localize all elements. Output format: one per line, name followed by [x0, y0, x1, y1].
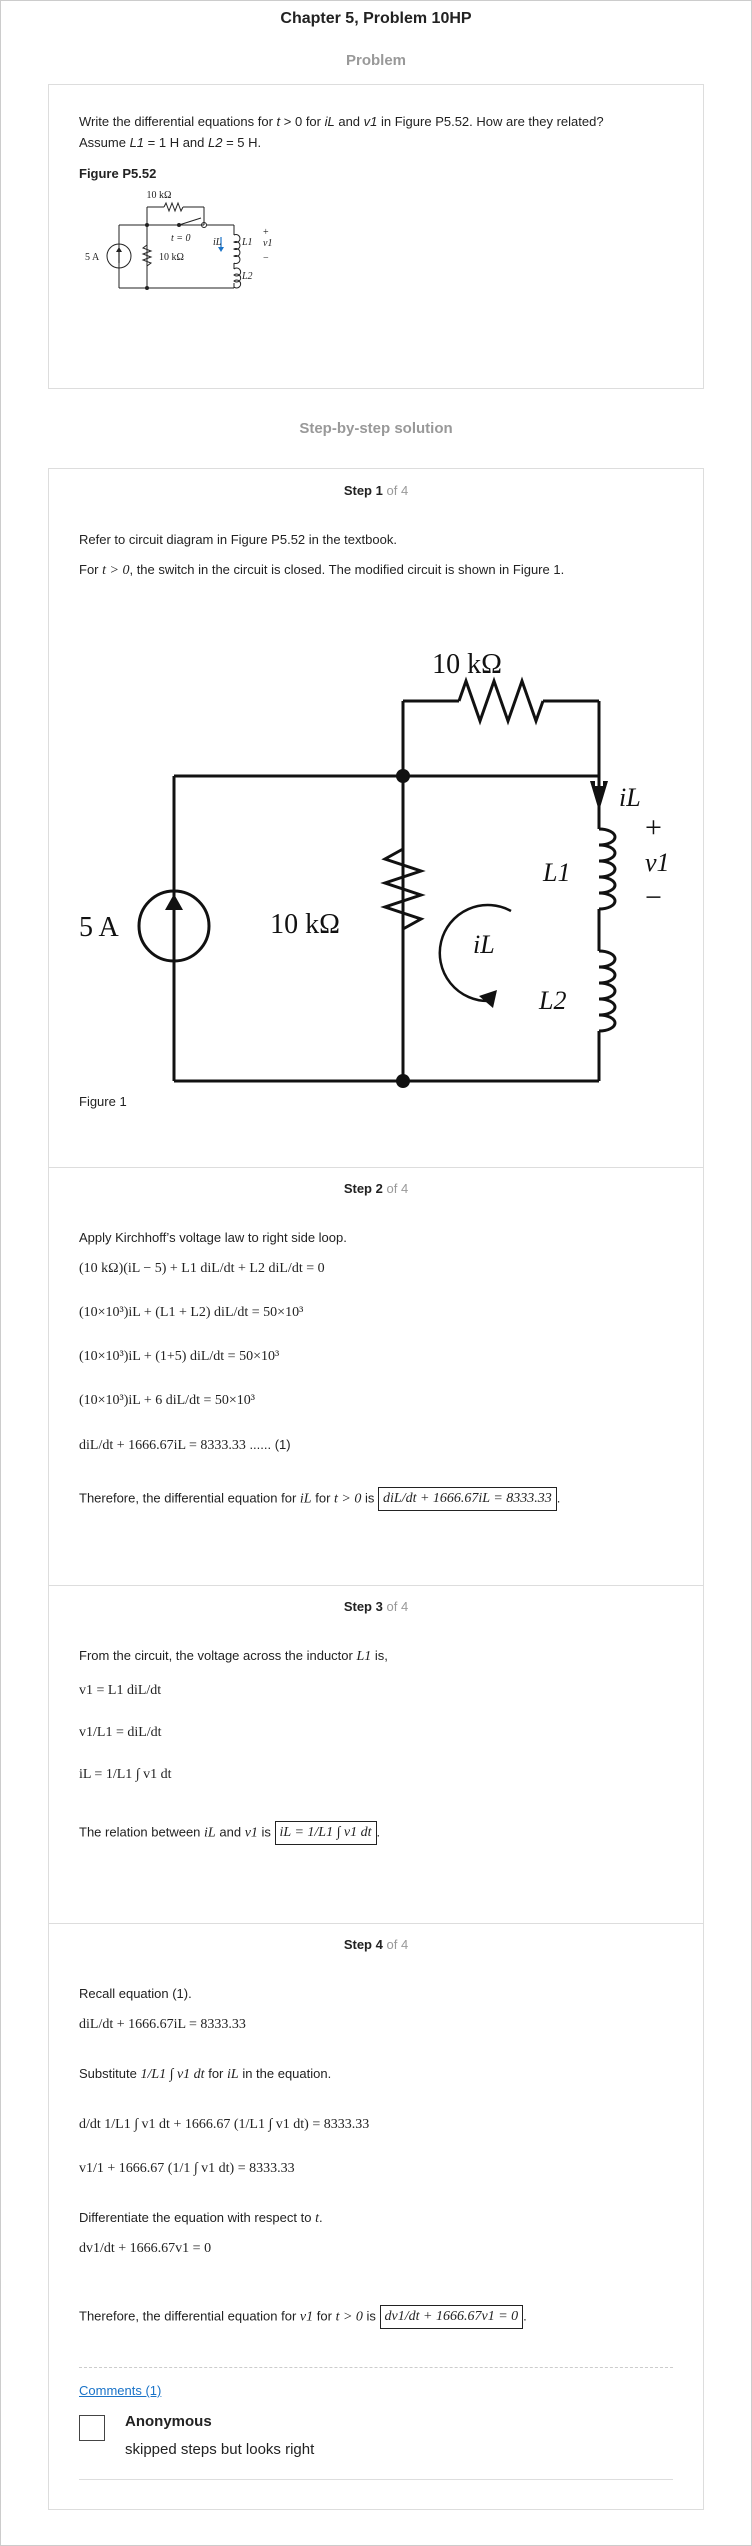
- step-1-text-1: Refer to circuit diagram in Figure P5.52 in the textbook.: [79, 532, 397, 547]
- step-3-conclusion: The relation between iL and v1 is iL = 1/L1 ∫ v1 dt .: [79, 1821, 699, 1845]
- step-3-eq-3: iL = 1/L1 ∫ v1 dt: [79, 1767, 172, 1782]
- fig-L2-label: L2: [242, 271, 253, 282]
- step-divider-2: [49, 1585, 703, 1586]
- fig-v1-label: v1: [263, 238, 273, 249]
- step-divider-1: [49, 1167, 703, 1168]
- fig-minus: −: [263, 253, 269, 264]
- fig1-L1-label: L1: [543, 858, 571, 887]
- step-2-eq-1: (10 kΩ)(iL − 5) + L1 diL/dt + L2 diL/dt = 0: [79, 1261, 325, 1276]
- step-3-label: Step 3 of 4: [343, 1599, 409, 1614]
- step-3-eq-2: v1/L1 = diL/dt: [79, 1725, 162, 1740]
- step-1-label: Step 1 of 4: [343, 483, 409, 498]
- step-4-conclusion: Therefore, the differential equation for v1 for t > 0 is dv1/dt + 1666.67v1 = 0 .: [79, 2305, 699, 2329]
- step-2-conclusion: Therefore, the differential equation for iL for t > 0 is diL/dt + 1666.67iL = 8333.33 .: [79, 1487, 699, 1511]
- fig-plus: +: [263, 227, 269, 238]
- fig-switch-label: t = 0: [171, 233, 191, 244]
- step-3-eq-1: v1 = L1 diL/dt: [79, 1683, 162, 1698]
- solution-heading: Step-by-step solution: [299, 420, 453, 437]
- step-3-text-1: From the circuit, the voltage across the inductor L1 is,: [79, 1648, 388, 1664]
- problem-card: [48, 84, 704, 389]
- fig1-iL-top-label: iL: [619, 783, 641, 812]
- problem-heading: Problem: [345, 52, 406, 69]
- step-2-eq-4: (10×10³)iL + 6 diL/dt = 50×10³: [79, 1393, 255, 1408]
- comment-bottom-divider: [79, 2479, 673, 2480]
- problem-text-2: Assume L1 = 1 H and L2 = 5 H.: [79, 135, 262, 150]
- step-2-eq-3: (10×10³)iL + (1+5) diL/dt = 50×10³: [79, 1349, 280, 1364]
- comment-avatar: [79, 2415, 105, 2441]
- fig-source-label: 5 A: [85, 252, 100, 263]
- step-4-text-1: Recall equation (1).: [79, 1986, 192, 2001]
- fig-resistor-mid-label: 10 kΩ: [159, 252, 184, 263]
- step-2-text-1: Apply Kirchhoff’s voltage law to right side loop.: [79, 1230, 347, 1245]
- fig-resistor-top-label: 10 kΩ: [146, 190, 172, 201]
- step-2-label: Step 2 of 4: [343, 1181, 409, 1196]
- step-4-differentiate-text: Differentiate the equation with respect to t.: [79, 2210, 323, 2226]
- step-divider-3: [49, 1923, 703, 1924]
- step-2-result-box: diL/dt + 1666.67iL = 8333.33: [378, 1487, 557, 1511]
- fig1-plus: +: [645, 811, 662, 844]
- fig-current-label: iL: [213, 237, 222, 248]
- step-4-result-box: dv1/dt + 1666.67v1 = 0: [380, 2305, 524, 2329]
- step-4-label: Step 4 of 4: [343, 1937, 409, 1952]
- step-2-eq-2: (10×10³)iL + (L1 + L2) diL/dt = 50×10³: [79, 1305, 304, 1320]
- step-3-result-box: iL = 1/L1 ∫ v1 dt: [275, 1821, 377, 1845]
- solution-card: [48, 468, 704, 2510]
- problem-figure-label: Figure P5.52: [79, 166, 157, 181]
- fig-L1-label: L1: [242, 237, 253, 248]
- step-2-eq-5: diL/dt + 1666.67iL = 8333.33 ...... (1): [79, 1437, 291, 1453]
- comment-author: Anonymous: [125, 2413, 212, 2430]
- step-4-eq-1: diL/dt + 1666.67iL = 8333.33: [79, 2017, 246, 2032]
- fig1-minus: −: [645, 881, 662, 914]
- fig1-resistor-mid-label: 10 kΩ: [270, 909, 340, 940]
- step-4-substitute-text: Substitute 1/L1 ∫ v1 dt for iL in the equation.: [79, 2066, 332, 2082]
- fig1-iL-loop-label: iL: [473, 930, 495, 959]
- comments-divider: [79, 2367, 673, 2368]
- problem-text-1: Write the differential equations for t > 0 for iL and v1 in Figure P5.52. How are they related?: [79, 114, 604, 129]
- step-4-eq-4: dv1/dt + 1666.67v1 = 0: [79, 2241, 212, 2256]
- step-1-text-2: For t > 0, the switch in the circuit is closed. The modified circuit is shown in Figure 1.: [79, 562, 565, 578]
- comment-text: skipped steps but looks right: [125, 2441, 315, 2458]
- fig1-L2-label: L2: [539, 986, 567, 1015]
- fig1-v1-label: v1: [645, 848, 670, 877]
- step-4-eq-2: d/dt 1/L1 ∫ v1 dt + 1666.67 (1/L1 ∫ v1 dt) = 8333.33: [79, 2117, 370, 2132]
- step-1-figure-caption: Figure 1: [79, 1094, 127, 1109]
- comments-link[interactable]: Comments (1): [79, 2383, 162, 2398]
- page-title: Chapter 5, Problem 10HP: [280, 10, 472, 27]
- fig1-source-label: 5 A: [79, 912, 119, 943]
- step-1-circuit-figure: [49, 581, 703, 1101]
- fig1-resistor-top-label: 10 kΩ: [432, 649, 502, 680]
- problem-circuit-figure: [49, 185, 289, 310]
- step-4-eq-3: v1/1 + 1666.67 (1/1 ∫ v1 dt) = 8333.33: [79, 2161, 295, 2176]
